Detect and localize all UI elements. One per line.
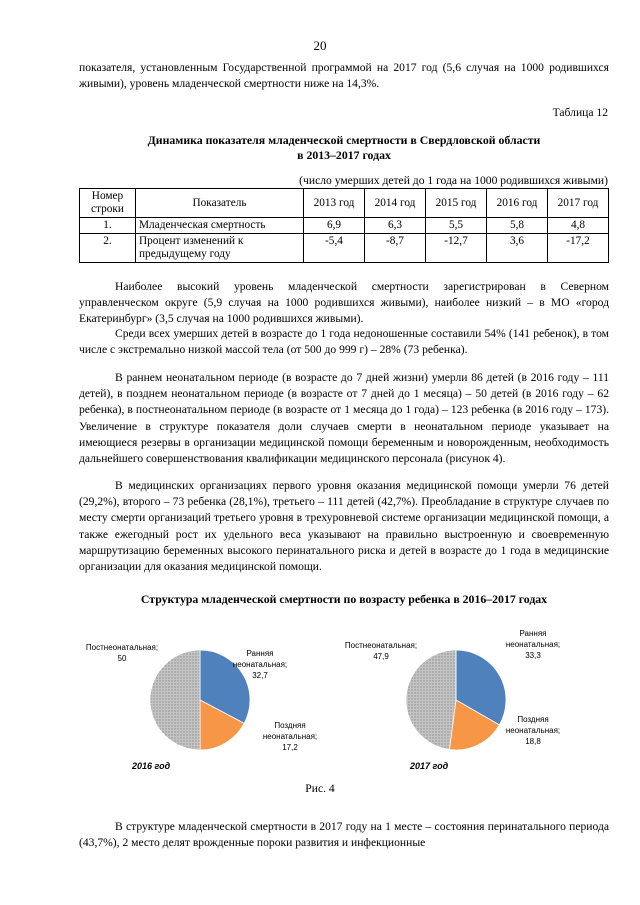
pie-slice (406, 650, 456, 750)
pie-chart-2016 (86, 643, 317, 771)
row-number: 2. (80, 234, 136, 263)
paragraph-regions: Наиболее высокий уровень младенческой смертности зарегистрирован в Северном управленческом округе (5,9 случая на 1000 родившихся живыми), наиболее низкий – в МО «город Екатеринбург» (3,5 случая на 1000 родившихся живыми). (79, 280, 609, 326)
row-indicator: Процент изменений к предыдущему году (136, 234, 304, 263)
pie-slice-label: Постнеонатальная; 50 (85, 643, 159, 663)
paragraph-neonatal-periods: В раннем неонатальном периоде (в возрасте до 7 дней жизни) умерли 86 детей (в 2016 году – 111 детей), в позднем неонатальном периоде (в возрасте от 7 дней до 1 месяца) – 50 детей (в 2016 году – 62 ребенка), в постнеонатальном периоде (в возрасте от 1 месяца до 1 года) – 123 ребенка (в 2016 году – 173). Увеличение в структуре показателя доли случаев смерти в неонатальном периоде указывает на имеющиеся резервы в организации медицинской помощи беременным и новорожденным, необходимость дальнейшего совершенствования квалификации медицинского персонала (рисунок 4). (79, 371, 609, 466)
cell-value: 3,6 (487, 234, 548, 263)
table-title-line-1: Динамика показателя младенческой смертности в Свердловской области (147, 133, 541, 147)
cell-value: 5,8 (487, 218, 548, 234)
paragraph-premature: Среди всех умерших детей в возрасте до 1 года недоношенные составили 54% (141 ребенок), в том числе с экстремально низкой массой тела (от 500 до 999 г) – 28% (73 ребенка). (79, 327, 609, 357)
figure-caption: Рис. 4 (305, 782, 335, 795)
header-year-2015: 2015 год (426, 189, 487, 218)
cell-value: 6,9 (304, 218, 365, 234)
pie-slice-label: Ранняя неонатальная; 32,7 (232, 649, 288, 680)
table-row (80, 234, 609, 263)
pie-slice-label: Поздняя неонатальная; 18,8 (505, 715, 561, 746)
cell-value: -5,4 (304, 234, 365, 263)
header-year-2016: 2016 год (487, 189, 548, 218)
table-label: Таблица 12 (552, 106, 608, 119)
intro-paragraph: показателя, установленным Государственной программой на 2017 год (5,6 случая на 1000 родившихся живыми), уровень младенческой смертности ниже на 14,3%. (79, 61, 609, 91)
cell-value: -12,7 (426, 234, 487, 263)
cell-value: 5,5 (426, 218, 487, 234)
pie-slice (150, 650, 200, 750)
cell-value: -8,7 (365, 234, 426, 263)
cell-value: 6,3 (365, 218, 426, 234)
pie-slice-label: Поздняя неонатальная; 17,2 (262, 721, 318, 752)
table-title-line-2: в 2013–2017 годах (297, 148, 391, 162)
pie-slice-label: Ранняя неонатальная; 33,3 (505, 629, 561, 660)
paragraph-care-levels: В медицинских организациях первого уровня оказания медицинской помощи умерли 76 детей (29,2%), второго – 73 ребенка (28,1%), третьего – 111 детей (42,7%). Преобладание в структуре случаев по месту смерти организаций третьего уровня в трехуровневой системе организации медицинской помощи, а также ежегодный рост их удельного веса указывают на правильно выстроенную и своевременную маршрутизацию беременных высокого перинатального риска и детей в возрасте до 1 года в медицинские организации для оказания медицинской помощи. (79, 479, 609, 574)
infant-mortality-table (79, 188, 609, 263)
cell-value: -17,2 (548, 234, 609, 263)
row-number: 1. (80, 218, 136, 234)
chart-title: Структура младенческой смертности по возрасту ребенка в 2016–2017 годах (140, 592, 548, 606)
header-indicator: Показатель (136, 189, 304, 218)
header-row-number: Номер строки (80, 189, 136, 218)
table-units-note: (число умерших детей до 1 года на 1000 родившихся живыми) (299, 174, 608, 187)
pie-year-label: 2017 год (410, 761, 449, 771)
closing-paragraph: В структуре младенческой смертности в 2017 году на 1 месте – состояния перинатального периода (43,7%), 2 место делят врожденные пороки развития и инфекционные (79, 820, 609, 850)
table-header-row (80, 189, 609, 218)
page-number: 20 (313, 38, 327, 53)
table-title (79, 133, 609, 163)
cell-value: 4,8 (548, 218, 609, 234)
pie-chart-2017 (345, 629, 560, 771)
header-year-2013: 2013 год (304, 189, 365, 218)
pie-slice-label: Постнеонатальная; 47,9 (344, 641, 418, 661)
header-year-2017: 2017 год (548, 189, 609, 218)
row-indicator: Младенческая смертность (136, 218, 304, 234)
header-year-2014: 2014 год (365, 189, 426, 218)
table-row (80, 218, 609, 234)
pie-year-label: 2016 год (132, 761, 171, 771)
pie-charts (0, 620, 640, 780)
